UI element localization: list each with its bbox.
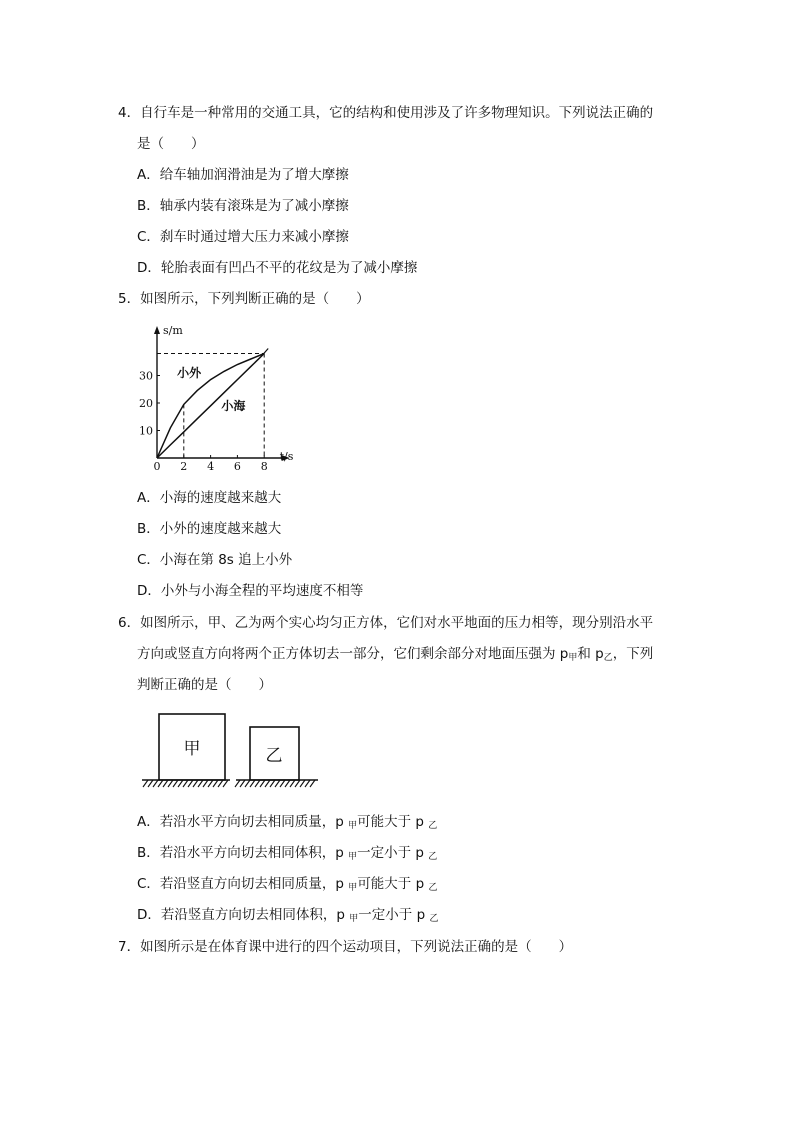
question-6-option-a: A．若沿水平方向切去相同质量，p $_甲$可能大于 p $_乙$: [137, 814, 438, 831]
y-tick-label: 20: [139, 397, 153, 410]
question-5-number: 5．: [118, 291, 141, 307]
question-6-line-1: [118, 614, 653, 632]
question-5-text: 如图所示，下列判断正确的是（ ）: [140, 291, 370, 307]
question-6-stem: 如图所示，甲、乙为两个实心均匀正方体，它们对水平地面的压力相等，现分别沿水平: [140, 615, 654, 631]
series-label-xiaowai: 小外: [177, 365, 202, 380]
question-4-stem: 自行车是一种常用的交通工具，它的结构和使用涉及了许多物理知识。下列说法正确的: [140, 105, 654, 121]
question-6-option-c: C．若沿竖直方向切去相同质量，p $_甲$可能大于 p $_乙$: [137, 876, 438, 893]
y-axis-arrow: [154, 326, 160, 334]
series-line-xiaohai: [157, 354, 264, 459]
question-6-line-2: 方向或竖直方向将两个正方体切去一部分，它们剩余部分对地面压强为 $p_甲$和 $p_乙$，下列: [137, 646, 654, 663]
question-7-text: 如图所示是在体育课中进行的四个运动项目，下列说法正确的是（ ）: [140, 939, 573, 955]
distance-time-chart: [135, 318, 310, 478]
question-4-option-b: B．轴承内装有滚珠是为了减小摩擦: [137, 198, 349, 214]
cube-yi-label: 乙: [265, 746, 283, 766]
x-tick-label: 0: [153, 460, 161, 473]
cube-jia-label: 甲: [183, 739, 201, 759]
question-5-option-d: D．小外与小海全程的平均速度不相等: [137, 583, 364, 599]
x-tick-label: 6: [233, 460, 241, 473]
x-axis-label: t/s: [279, 450, 294, 463]
question-4-option-c: C．刹车时通过增大压力来减小摩擦: [137, 229, 349, 245]
x-tick-label: 2: [180, 460, 188, 473]
y-tick-label: 30: [139, 369, 153, 383]
question-4-number: 4．: [118, 105, 141, 121]
y-axis-label: s/m: [163, 324, 183, 337]
x-tick-label: 4: [207, 460, 215, 473]
question-6-number: 6．: [118, 615, 141, 631]
question-4-line-1: [118, 104, 653, 122]
question-7-number: 7．: [118, 939, 141, 955]
series-label-xiaohai: 小海: [221, 398, 246, 413]
y-tick-label: 10: [139, 424, 153, 438]
question-5-stem: [118, 290, 370, 308]
question-6-line-3: 判断正确的是（ ）: [137, 677, 272, 693]
question-5-option-c: C．小海在第 8s 追上小外: [137, 552, 293, 568]
meeting-mark: [261, 349, 268, 357]
ground-hatching: [143, 780, 315, 787]
question-5-option-a: A．小海的速度越来越大: [137, 490, 282, 506]
x-tick-label: 8: [260, 460, 268, 473]
question-5-option-b: B．小外的速度越来越大: [137, 521, 282, 537]
question-6-option-d: D．若沿竖直方向切去相同体积，p $_甲$一定小于 p $_乙$: [137, 907, 439, 924]
cubes-figure: [140, 708, 325, 793]
question-4-option-a: A．给车轴加润滑油是为了增大摩擦: [137, 167, 349, 183]
question-6-option-b: B．若沿水平方向切去相同体积，p $_甲$一定小于 p $_乙$: [137, 845, 438, 862]
question-4-option-d: D．轮胎表面有凹凸不平的花纹是为了减小摩擦: [137, 260, 418, 276]
question-4-line-2: 是（ ）: [137, 136, 205, 152]
question-7-stem: [118, 938, 572, 956]
